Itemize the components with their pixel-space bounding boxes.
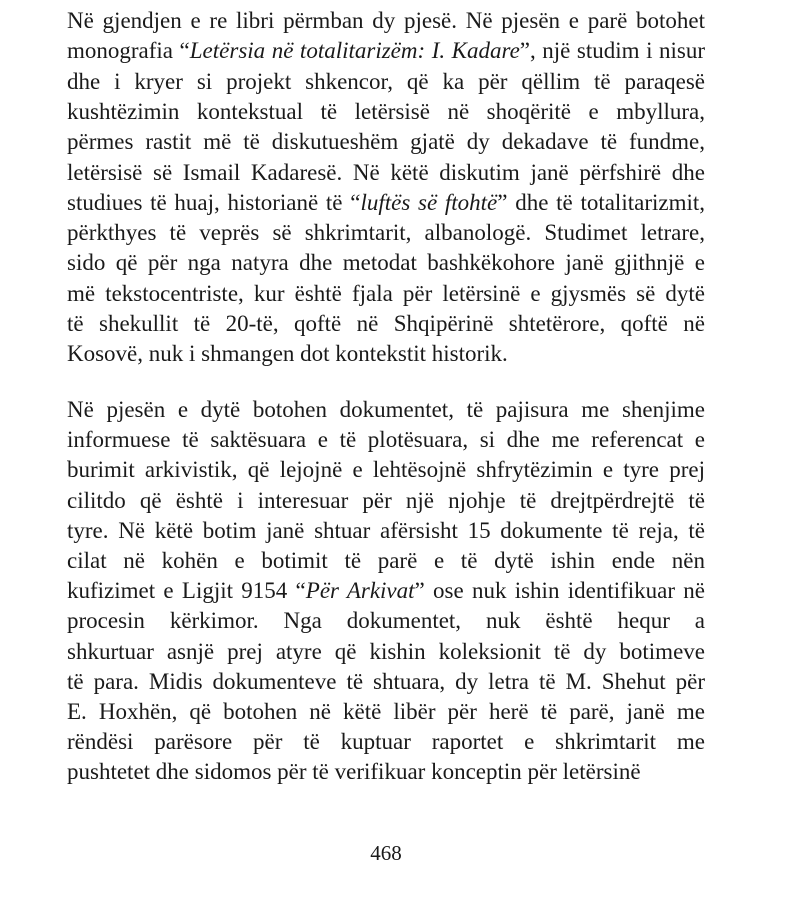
text-run: procesin kërkimor. Nga dokumentet, nuk është hequr a	[67, 608, 705, 634]
text-run: dhe i kryer si projekt shkencor, që ka për qëllim të paraqesë	[67, 68, 705, 94]
text-run: pushtetet dhe sidomos për të verifikuar konceptin për letërsinë	[67, 759, 641, 785]
text-run: cilat në kohën e botimit të parë e të dytë ishin ende nën	[67, 548, 705, 573]
text-run: tyre. Në këtë botim janë shtuar afërsisht 15 dokumente të reja, të	[67, 517, 705, 543]
text-line	[67, 697, 705, 727]
text-run: cilitdo që është i interesuar për një njohje të drejtpërdrejtë të	[67, 487, 705, 513]
italic-title: Për Arkivat	[305, 578, 415, 604]
page-number: 468	[370, 841, 402, 865]
text-run: burimit arkivistik, që lejojnë e lehtësojnë shfrytëzimin e tyre prej	[67, 457, 705, 483]
text-line	[67, 248, 705, 278]
text-line	[67, 606, 705, 636]
text-run: Në pjesën e dytë botohen dokumentet, të pajisura me shenjime	[67, 397, 705, 422]
text-line	[67, 425, 705, 455]
text-run: monografia “	[67, 38, 190, 64]
text-run: ” ose nuk ishin identifikuar në	[414, 578, 705, 604]
text-line	[67, 576, 705, 606]
text-line	[67, 188, 705, 218]
text-line	[67, 67, 705, 97]
text-line	[67, 158, 705, 188]
text-line	[67, 218, 705, 248]
text-run: studiues të huaj, historianë të “	[67, 189, 361, 215]
text-run: rëndësi parësore për të kuptuar raportet e shkrimtarit me	[67, 729, 705, 755]
italic-title: Letërsia në totalitarizëm: I. Kadare	[189, 38, 520, 64]
text-line	[67, 516, 705, 546]
text-run: Në gjendjen e re libri përmban dy pjesë. Në pjesën e parë botohet	[67, 8, 705, 33]
text-run: përkthyes të veprës së shkrimtarit, albanologë. Studimet letrare,	[67, 220, 705, 246]
text-line	[67, 97, 705, 127]
text-run: kufizimet e Ligjit 9154 “	[67, 578, 306, 604]
text-line	[67, 127, 705, 157]
text-line	[67, 546, 705, 576]
text-line	[67, 309, 705, 339]
text-run: shkurtuar asnjë prej atyre që kishin koleksionit të dy botimeve	[67, 638, 705, 664]
text-run: E. Hoxhën, që botohen në këtë libër për herë të parë, janë me	[67, 699, 705, 724]
text-run: informuese të saktësuara e të plotësuara, si dhe me referencat e	[67, 427, 705, 453]
text-run: sido që për nga natyra dhe metodat bashkëkohore janë gjithnjë e	[67, 250, 705, 276]
text-line	[67, 455, 705, 485]
text-run: të shekullit të 20-të, qoftë në Shqipërinë shtetërore, qoftë në	[67, 311, 705, 336]
text-line	[67, 486, 705, 516]
text-run: të para. Midis dokumenteve të shtuara, dy letra të M. Shehut për	[67, 668, 705, 694]
text-run: kushtëzimin kontekstual të letërsisë në shoqëritë e mbyllura,	[67, 98, 705, 124]
text-line	[67, 667, 705, 697]
text-line	[67, 279, 705, 309]
text-line	[67, 339, 705, 369]
text-run: ” dhe të totalitarizmit,	[497, 189, 705, 215]
text-run: ”, një studim i nisur	[519, 38, 705, 64]
text-run: përmes rastit më të diskutueshëm gjatë dy dekadave të fundme,	[67, 129, 705, 155]
text-line	[67, 6, 705, 36]
text-line	[67, 727, 705, 757]
text-line	[67, 36, 705, 66]
text-run: Kosovë, nuk i shmangen dot kontekstit historik.	[67, 341, 508, 367]
text-run: më tekstocentriste, kur është fjala për letërsinë e gjysmës së dytë	[67, 280, 705, 306]
text-line	[67, 395, 705, 425]
italic-title: luftës së ftohtë	[360, 189, 498, 215]
text-line	[67, 757, 705, 787]
text-line	[67, 637, 705, 667]
text-run: letërsisë së Ismail Kadaresë. Në këtë diskutim janë përfshirë dhe	[67, 159, 705, 185]
